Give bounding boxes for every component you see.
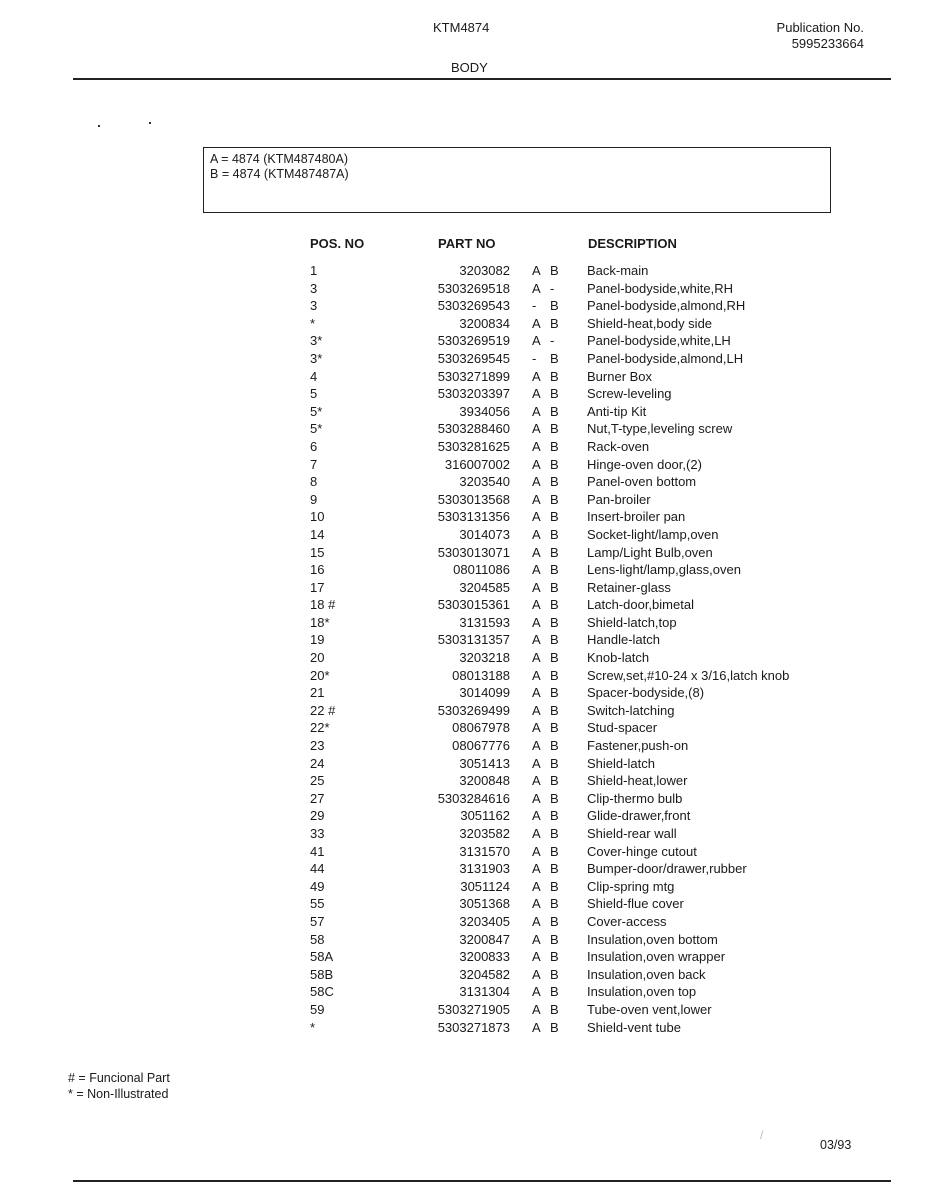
model-b-cell: B bbox=[550, 913, 559, 929]
part-number-cell: 5303271873 bbox=[437, 1019, 510, 1035]
table-row bbox=[310, 544, 870, 562]
description-cell: Screw,set,#10-24 x 3/16,latch knob bbox=[587, 667, 790, 683]
description-cell: Back-main bbox=[587, 263, 649, 278]
model-a-cell: A bbox=[532, 421, 541, 437]
model-a-cell: A bbox=[532, 667, 541, 683]
table-row bbox=[310, 825, 870, 843]
description-cell: Cover-access bbox=[587, 913, 667, 929]
pos-cell: 18 # bbox=[310, 597, 336, 613]
model-b-cell: B bbox=[550, 738, 559, 754]
part-number-cell: 3204585 bbox=[459, 579, 510, 595]
pos-cell: 27 bbox=[310, 790, 325, 806]
model-b-cell: B bbox=[550, 755, 559, 771]
model-b-cell: B bbox=[550, 667, 559, 683]
footer-rule bbox=[73, 1180, 891, 1182]
part-number-cell: 3203582 bbox=[459, 826, 510, 841]
part-number-cell: 5303281625 bbox=[437, 438, 510, 454]
description-cell: Panel-bodyside,white,LH bbox=[587, 333, 731, 349]
table-row bbox=[310, 332, 870, 350]
column-header-part: PART NO bbox=[438, 236, 496, 251]
model-a-cell: A bbox=[532, 579, 541, 595]
model-a-cell: A bbox=[532, 544, 541, 560]
table-row bbox=[310, 420, 870, 438]
table-row bbox=[310, 438, 870, 456]
pos-cell: 5 bbox=[310, 386, 318, 402]
pos-cell: 6 bbox=[310, 438, 318, 454]
footnotes bbox=[68, 1070, 170, 1102]
model-b-cell: B bbox=[550, 773, 559, 789]
pos-cell: 7 bbox=[310, 456, 318, 472]
revision-date: 03/93 bbox=[820, 1138, 852, 1152]
footnote-non-illustrated: * = Non-Illustrated bbox=[68, 1087, 169, 1101]
model-b-cell: B bbox=[550, 949, 559, 965]
pos-cell: 3* bbox=[310, 350, 323, 366]
model-b-cell: B bbox=[550, 438, 559, 454]
model-b-cell: B bbox=[550, 1001, 559, 1017]
publication-label: Publication No. bbox=[776, 20, 864, 35]
scan-speck bbox=[149, 122, 151, 124]
part-number-cell: 3200834 bbox=[459, 315, 510, 331]
model-a-cell: - bbox=[532, 298, 537, 314]
model-a-cell: A bbox=[532, 878, 541, 894]
table-row bbox=[310, 456, 870, 474]
model-b-cell: - bbox=[550, 333, 555, 349]
model-b-cell: B bbox=[550, 931, 559, 947]
pos-cell: 29 bbox=[310, 808, 325, 824]
table-row bbox=[310, 931, 870, 949]
model-b-cell: B bbox=[550, 878, 559, 894]
model-b-cell: B bbox=[550, 843, 559, 859]
model-a-cell: A bbox=[532, 632, 541, 648]
part-number-cell: 08067776 bbox=[452, 738, 510, 754]
model-b-cell: B bbox=[550, 861, 559, 877]
part-number-cell: 5303269543 bbox=[437, 298, 510, 314]
model-b-cell: B bbox=[550, 491, 559, 507]
part-number-cell: 5303269545 bbox=[437, 350, 510, 366]
column-header-description: DESCRIPTION bbox=[588, 236, 677, 251]
pos-cell: 5* bbox=[310, 403, 323, 419]
pos-cell: 3* bbox=[310, 333, 323, 349]
table-row bbox=[310, 385, 870, 403]
table-row bbox=[310, 403, 870, 421]
description-cell: Insulation,oven top bbox=[587, 984, 697, 1000]
table-row bbox=[310, 1019, 870, 1037]
table-row bbox=[310, 843, 870, 861]
pos-cell: 8 bbox=[310, 474, 318, 490]
pos-cell: 24 bbox=[310, 755, 325, 771]
part-number-cell: 5303131357 bbox=[437, 632, 510, 648]
pos-cell: 18* bbox=[310, 614, 330, 630]
part-number-cell: 5303284616 bbox=[437, 790, 510, 806]
table-row bbox=[310, 702, 870, 720]
model-a-cell: A bbox=[532, 1019, 541, 1035]
description-cell: Shield-latch,top bbox=[587, 614, 677, 630]
model-a-cell: A bbox=[532, 280, 541, 296]
model-a-cell: A bbox=[532, 720, 541, 736]
table-row bbox=[310, 631, 870, 649]
table-row bbox=[310, 473, 870, 491]
description-cell: Hinge-oven door,(2) bbox=[587, 456, 702, 472]
table-row bbox=[310, 772, 870, 790]
part-number-cell: 3200833 bbox=[459, 949, 510, 965]
model-b-cell: B bbox=[550, 456, 559, 472]
table-row bbox=[310, 561, 870, 579]
part-number-cell: 3200847 bbox=[459, 931, 510, 947]
model-b-cell: B bbox=[550, 790, 559, 806]
publication-info bbox=[777, 20, 864, 52]
part-number-cell: 08013188 bbox=[452, 667, 510, 683]
model-a-cell: A bbox=[532, 368, 541, 384]
description-cell: Glide-drawer,front bbox=[587, 808, 691, 824]
table-row bbox=[310, 719, 870, 737]
model-a-cell: A bbox=[532, 491, 541, 507]
pos-cell: 9 bbox=[310, 491, 318, 507]
description-cell: Lamp/Light Bulb,oven bbox=[587, 544, 713, 560]
model-a-cell: A bbox=[532, 808, 541, 824]
description-cell: Panel-bodyside,white,RH bbox=[587, 280, 733, 296]
pos-cell: 20* bbox=[310, 667, 330, 683]
part-number-cell: 316007002 bbox=[444, 456, 510, 472]
description-cell: Anti-tip Kit bbox=[587, 403, 647, 419]
model-a-cell: A bbox=[532, 386, 541, 402]
scan-mark: / bbox=[760, 1128, 764, 1142]
pos-cell: 19 bbox=[310, 632, 325, 648]
pos-cell: 22* bbox=[310, 720, 330, 736]
description-cell: Stud-spacer bbox=[587, 720, 658, 736]
model-a-cell: A bbox=[532, 896, 541, 912]
part-number-cell: 08067978 bbox=[452, 720, 510, 736]
description-cell: Knob-latch bbox=[587, 650, 650, 666]
model-b-cell: B bbox=[550, 544, 559, 560]
model-a-cell: A bbox=[532, 562, 541, 578]
part-number-cell: 5303015361 bbox=[437, 597, 510, 613]
model-a-cell: A bbox=[532, 826, 541, 841]
table-row bbox=[310, 878, 870, 896]
table-row bbox=[310, 350, 870, 368]
table-row bbox=[310, 737, 870, 755]
model-legend-box bbox=[203, 147, 831, 213]
pos-cell: 58A bbox=[310, 949, 334, 965]
description-cell: Socket-light/lamp,oven bbox=[587, 526, 719, 542]
model-a-cell: A bbox=[532, 1001, 541, 1017]
pos-cell: 20 bbox=[310, 650, 325, 666]
table-row bbox=[310, 684, 870, 702]
model-b-cell: B bbox=[550, 826, 559, 841]
part-number-cell: 3131570 bbox=[459, 843, 510, 859]
model-b-cell: B bbox=[550, 368, 559, 384]
header-rule bbox=[73, 78, 891, 80]
model-a-cell: A bbox=[532, 949, 541, 965]
table-row bbox=[310, 614, 870, 632]
table-row bbox=[310, 755, 870, 773]
pos-cell: 33 bbox=[310, 826, 325, 841]
pos-cell: 16 bbox=[310, 562, 325, 578]
model-a-cell: A bbox=[532, 650, 541, 666]
model-number: KTM4874 bbox=[433, 20, 490, 35]
model-b-cell: B bbox=[550, 896, 559, 912]
model-a-cell: A bbox=[532, 403, 541, 419]
model-b-cell: B bbox=[550, 579, 559, 595]
model-b-cell: B bbox=[550, 1019, 559, 1035]
pos-cell: 55 bbox=[310, 896, 325, 912]
model-b-cell: B bbox=[550, 808, 559, 824]
pos-cell: 44 bbox=[310, 861, 325, 877]
description-cell: Panel-oven bottom bbox=[587, 474, 697, 490]
model-a-cell: A bbox=[532, 438, 541, 454]
model-a-cell: A bbox=[532, 738, 541, 754]
model-b-cell: B bbox=[550, 650, 559, 666]
description-cell: Rack-oven bbox=[587, 438, 650, 454]
part-number-cell: 3131903 bbox=[459, 861, 510, 877]
table-row bbox=[310, 368, 870, 386]
table-row bbox=[310, 262, 870, 280]
model-b-cell: B bbox=[550, 474, 559, 490]
model-legend-key: B bbox=[210, 167, 219, 181]
model-b-cell: B bbox=[550, 597, 559, 613]
table-row bbox=[310, 667, 870, 685]
part-number-cell: 3014073 bbox=[459, 526, 510, 542]
model-a-cell: A bbox=[532, 984, 541, 1000]
model-legend-key: A bbox=[210, 152, 218, 166]
model-b-cell: B bbox=[550, 526, 559, 542]
pos-cell: 15 bbox=[310, 544, 325, 560]
part-number-cell: 5303269499 bbox=[437, 702, 510, 718]
pos-cell: 1 bbox=[310, 263, 318, 278]
model-b-cell: B bbox=[550, 509, 559, 525]
part-number-cell: 3203082 bbox=[459, 263, 510, 278]
model-a-cell: A bbox=[532, 614, 541, 630]
part-number-cell: 3203540 bbox=[459, 474, 510, 490]
model-a-cell: A bbox=[532, 913, 541, 929]
table-row bbox=[310, 596, 870, 614]
model-b-cell: B bbox=[550, 614, 559, 630]
table-row bbox=[310, 315, 870, 333]
model-a-cell: A bbox=[532, 861, 541, 877]
pos-cell: 41 bbox=[310, 843, 325, 859]
pos-cell: 4 bbox=[310, 368, 318, 384]
model-a-cell: A bbox=[532, 509, 541, 525]
part-number-cell: 5303203397 bbox=[437, 386, 510, 402]
table-row bbox=[310, 790, 870, 808]
description-cell: Panel-bodyside,almond,RH bbox=[587, 298, 746, 314]
description-cell: Shield-latch bbox=[587, 755, 655, 771]
model-legend-value: 4874 (KTM487487A) bbox=[232, 167, 349, 181]
description-cell: Tube-oven vent,lower bbox=[587, 1001, 712, 1017]
table-row bbox=[310, 526, 870, 544]
model-b-cell: B bbox=[550, 315, 559, 331]
part-number-cell: 3051162 bbox=[460, 808, 510, 824]
model-legend-equals: = bbox=[221, 152, 229, 166]
model-legend-row-a bbox=[210, 152, 824, 167]
part-number-cell: 5303131356 bbox=[437, 509, 510, 525]
pos-cell: 25 bbox=[310, 773, 325, 789]
part-number-cell: 08011086 bbox=[453, 562, 510, 578]
description-cell: Clip-thermo bulb bbox=[587, 790, 683, 806]
description-cell: Screw-leveling bbox=[587, 386, 672, 402]
description-cell: Retainer-glass bbox=[587, 579, 671, 595]
model-b-cell: B bbox=[550, 720, 559, 736]
part-number-cell: 5303269519 bbox=[437, 333, 510, 349]
model-b-cell: B bbox=[550, 421, 559, 437]
part-number-cell: 3203405 bbox=[459, 913, 510, 929]
description-cell: Handle-latch bbox=[587, 632, 660, 648]
model-a-cell: A bbox=[532, 843, 541, 859]
part-number-cell: 5303271899 bbox=[437, 368, 510, 384]
model-b-cell: B bbox=[550, 702, 559, 718]
table-row bbox=[310, 579, 870, 597]
part-number-cell: 5303288460 bbox=[437, 421, 510, 437]
description-cell: Bumper-door/drawer,rubber bbox=[587, 861, 747, 877]
part-number-cell: 5303269518 bbox=[437, 280, 510, 296]
part-number-cell: 5303013071 bbox=[437, 544, 510, 560]
description-cell: Insulation,oven bottom bbox=[587, 931, 718, 947]
footnote-functional: # = Funcional Part bbox=[68, 1071, 170, 1085]
pos-cell: 3 bbox=[310, 298, 318, 314]
description-cell: Nut,T-type,leveling screw bbox=[587, 421, 733, 437]
model-a-cell: A bbox=[532, 702, 541, 718]
model-a-cell: A bbox=[532, 966, 541, 982]
model-a-cell: A bbox=[532, 931, 541, 947]
description-cell: Cover-hinge cutout bbox=[587, 843, 697, 859]
model-b-cell: B bbox=[550, 685, 559, 701]
table-row bbox=[310, 649, 870, 667]
model-a-cell: A bbox=[532, 597, 541, 613]
description-cell: Shield-vent tube bbox=[587, 1019, 681, 1035]
description-cell: Insert-broiler pan bbox=[587, 509, 686, 525]
model-b-cell: B bbox=[550, 298, 559, 314]
pos-cell: 58C bbox=[310, 984, 334, 1000]
part-number-cell: 3014099 bbox=[459, 685, 510, 701]
table-row bbox=[310, 1001, 870, 1019]
model-a-cell: A bbox=[532, 790, 541, 806]
pos-cell: 17 bbox=[310, 579, 325, 595]
description-cell: Lens-light/lamp,glass,oven bbox=[587, 562, 741, 578]
pos-cell: 14 bbox=[310, 526, 325, 542]
model-b-cell: B bbox=[550, 263, 559, 278]
pos-cell: 49 bbox=[310, 878, 325, 894]
model-b-cell: B bbox=[550, 966, 559, 982]
part-number-cell: 3934056 bbox=[459, 403, 510, 419]
part-number-cell: 3204582 bbox=[459, 966, 510, 982]
pos-cell: 57 bbox=[310, 913, 325, 929]
part-number-cell: 5303271905 bbox=[437, 1001, 510, 1017]
model-a-cell: A bbox=[532, 474, 541, 490]
section-title: BODY bbox=[451, 60, 488, 75]
model-legend-equals: = bbox=[221, 167, 230, 181]
model-b-cell: B bbox=[550, 562, 559, 578]
scan-speck bbox=[98, 125, 100, 127]
pos-cell: 21 bbox=[310, 685, 325, 701]
part-number-cell: 3051124 bbox=[460, 878, 510, 894]
pos-cell: 3 bbox=[310, 280, 318, 296]
model-b-cell: B bbox=[550, 386, 559, 402]
model-b-cell: B bbox=[550, 984, 559, 1000]
pos-cell: 59 bbox=[310, 1001, 325, 1017]
description-cell: Shield-heat,body side bbox=[587, 315, 713, 331]
description-cell: Insulation,oven wrapper bbox=[587, 949, 726, 965]
table-row bbox=[310, 913, 870, 931]
model-a-cell: A bbox=[532, 456, 541, 472]
description-cell: Shield-flue cover bbox=[587, 896, 684, 912]
publication-number: 5995233664 bbox=[791, 36, 864, 51]
model-b-cell: B bbox=[550, 632, 559, 648]
part-number-cell: 3131593 bbox=[459, 614, 510, 630]
model-a-cell: A bbox=[532, 685, 541, 701]
description-cell: Fastener,push-on bbox=[587, 738, 689, 754]
model-legend-value: 4874 (KTM487480A) bbox=[231, 152, 348, 166]
table-row bbox=[310, 807, 870, 825]
description-cell: Pan-broiler bbox=[587, 491, 651, 507]
pos-cell: 58 bbox=[310, 931, 325, 947]
column-header-pos: POS. NO bbox=[310, 236, 365, 251]
description-cell: Latch-door,bimetal bbox=[587, 597, 694, 613]
model-a-cell: A bbox=[532, 773, 541, 789]
table-row bbox=[310, 895, 870, 913]
table-row bbox=[310, 280, 870, 298]
table-row bbox=[310, 491, 870, 509]
model-b-cell: - bbox=[550, 280, 555, 296]
description-cell: Clip-spring mtg bbox=[587, 878, 675, 894]
description-cell: Spacer-bodyside,(8) bbox=[587, 685, 705, 701]
description-cell: Insulation,oven back bbox=[587, 966, 706, 982]
pos-cell: 23 bbox=[310, 738, 325, 754]
table-row bbox=[310, 983, 870, 1001]
model-a-cell: A bbox=[532, 755, 541, 771]
table-row bbox=[310, 966, 870, 984]
model-a-cell: - bbox=[532, 350, 537, 366]
part-number-cell: 3051413 bbox=[459, 755, 510, 771]
part-number-cell: 3200848 bbox=[459, 773, 510, 789]
description-cell: Shield-rear wall bbox=[587, 826, 677, 841]
pos-cell: 10 bbox=[310, 509, 325, 525]
table-row bbox=[310, 860, 870, 878]
model-a-cell: A bbox=[532, 263, 541, 278]
part-number-cell: 5303013568 bbox=[437, 491, 510, 507]
model-b-cell: B bbox=[550, 350, 559, 366]
part-number-cell: 3051368 bbox=[459, 896, 510, 912]
part-number-cell: 3203218 bbox=[459, 650, 510, 666]
model-a-cell: A bbox=[532, 333, 541, 349]
table-row bbox=[310, 508, 870, 526]
description-cell: Shield-heat,lower bbox=[587, 773, 688, 789]
pos-cell: * bbox=[310, 1019, 316, 1035]
table-row bbox=[310, 948, 870, 966]
description-cell: Switch-latching bbox=[587, 702, 675, 718]
description-cell: Burner Box bbox=[587, 368, 653, 384]
pos-cell: 22 # bbox=[310, 702, 336, 718]
description-cell: Panel-bodyside,almond,LH bbox=[587, 350, 744, 366]
pos-cell: 5* bbox=[310, 421, 323, 437]
pos-cell: * bbox=[310, 315, 316, 331]
table-row bbox=[310, 297, 870, 315]
pos-cell: 58B bbox=[310, 966, 334, 982]
model-a-cell: A bbox=[532, 526, 541, 542]
parts-table bbox=[310, 262, 870, 1036]
model-legend-row-b bbox=[210, 167, 824, 182]
part-number-cell: 3131304 bbox=[459, 984, 510, 1000]
model-b-cell: B bbox=[550, 403, 559, 419]
model-a-cell: A bbox=[532, 315, 541, 331]
